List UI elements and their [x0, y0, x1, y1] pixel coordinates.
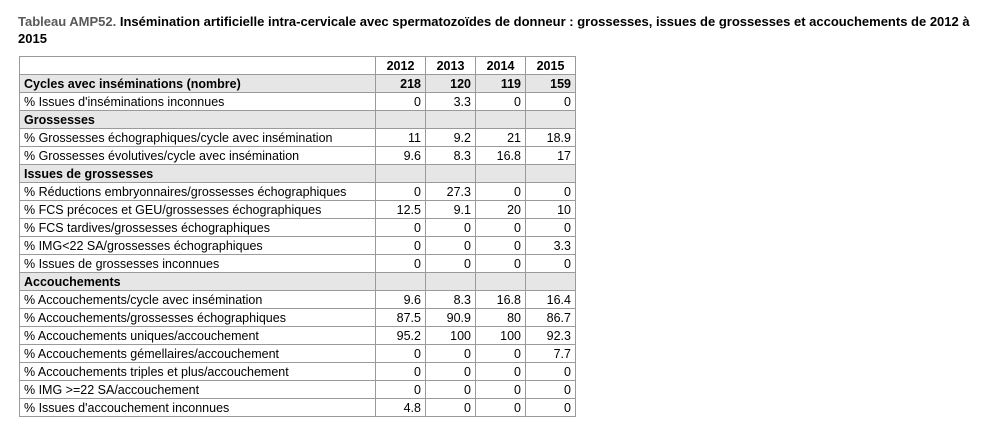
- value-cell: 0: [526, 363, 576, 381]
- value-cell: 0: [476, 345, 526, 363]
- table-row-main: [20, 75, 576, 93]
- row-label: % IMG<22 SA/grossesses échographiques: [20, 237, 376, 255]
- year-header: 2012: [376, 57, 426, 75]
- row-label: % Grossesses évolutives/cycle avec insémination: [20, 147, 376, 165]
- row-label: % Issues d'inséminations inconnues: [20, 93, 376, 111]
- row-label: % Accouchements gémellaires/accouchement: [20, 345, 376, 363]
- value-cell: 95.2: [376, 327, 426, 345]
- table-row: [20, 381, 576, 399]
- results-table: [19, 56, 576, 417]
- value-cell: 0: [476, 399, 526, 417]
- value-cell: 0: [476, 363, 526, 381]
- value-cell: 8.3: [426, 291, 476, 309]
- value-cell: 0: [476, 93, 526, 111]
- value-cell: 0: [426, 363, 476, 381]
- section-header-row: [20, 165, 576, 183]
- value-cell: 0: [376, 255, 426, 273]
- value-cell: 0: [376, 345, 426, 363]
- value-cell: 12.5: [376, 201, 426, 219]
- section-label: Issues de grossesses: [20, 165, 376, 183]
- value-cell: 218: [376, 75, 426, 93]
- row-label: % Issues d'accouchement inconnues: [20, 399, 376, 417]
- value-cell: [526, 273, 576, 291]
- value-cell: 16.8: [476, 291, 526, 309]
- value-cell: [426, 165, 476, 183]
- value-cell: [476, 111, 526, 129]
- value-cell: 9.6: [376, 291, 426, 309]
- value-cell: 0: [426, 255, 476, 273]
- row-label: % Accouchements/cycle avec insémination: [20, 291, 376, 309]
- value-cell: [426, 111, 476, 129]
- row-label: % Issues de grossesses inconnues: [20, 255, 376, 273]
- row-label: % Grossesses échographiques/cycle avec insémination: [20, 129, 376, 147]
- table-row: [20, 183, 576, 201]
- table-row: [20, 219, 576, 237]
- row-label: % Accouchements uniques/accouchement: [20, 327, 376, 345]
- row-label: % Accouchements/grossesses échographiques: [20, 309, 376, 327]
- value-cell: 119: [476, 75, 526, 93]
- value-cell: 17: [526, 147, 576, 165]
- row-label: % Accouchements triples et plus/accouchement: [20, 363, 376, 381]
- value-cell: 86.7: [526, 309, 576, 327]
- caption-text: Insémination artificielle intra-cervicale avec spermatozoïdes de donneur : grossesses, issues de grossesses et accouchements de 2012 à 2015: [18, 14, 970, 46]
- value-cell: 8.3: [426, 147, 476, 165]
- value-cell: 0: [376, 381, 426, 399]
- value-cell: 0: [476, 255, 526, 273]
- value-cell: 20: [476, 201, 526, 219]
- value-cell: 0: [426, 381, 476, 399]
- table-row: [20, 291, 576, 309]
- value-cell: 90.9: [426, 309, 476, 327]
- year-header: 2015: [526, 57, 576, 75]
- value-cell: 0: [426, 345, 476, 363]
- table-row: [20, 129, 576, 147]
- table-header-row: [20, 57, 576, 75]
- header-corner-cell: [20, 57, 376, 75]
- table-body: [20, 75, 576, 417]
- row-label: % FCS tardives/grossesses échographiques: [20, 219, 376, 237]
- table-row: [20, 255, 576, 273]
- value-cell: 100: [476, 327, 526, 345]
- value-cell: 16.4: [526, 291, 576, 309]
- value-cell: [476, 273, 526, 291]
- value-cell: 10: [526, 201, 576, 219]
- value-cell: 100: [426, 327, 476, 345]
- value-cell: 0: [376, 237, 426, 255]
- table-caption: [18, 13, 988, 47]
- value-cell: 0: [476, 237, 526, 255]
- section-header-row: [20, 111, 576, 129]
- row-label: % Réductions embryonnaires/grossesses échographiques: [20, 183, 376, 201]
- value-cell: [426, 273, 476, 291]
- caption-label: Tableau AMP52.: [18, 14, 117, 29]
- value-cell: 7.7: [526, 345, 576, 363]
- value-cell: 0: [376, 183, 426, 201]
- value-cell: 0: [526, 183, 576, 201]
- value-cell: 21: [476, 129, 526, 147]
- value-cell: [476, 165, 526, 183]
- section-label: Accouchements: [20, 273, 376, 291]
- value-cell: [376, 273, 426, 291]
- value-cell: [526, 111, 576, 129]
- value-cell: 120: [426, 75, 476, 93]
- value-cell: 9.2: [426, 129, 476, 147]
- value-cell: 0: [526, 381, 576, 399]
- table-row: [20, 147, 576, 165]
- value-cell: 159: [526, 75, 576, 93]
- value-cell: [376, 111, 426, 129]
- table-row: [20, 345, 576, 363]
- row-label: Cycles avec inséminations (nombre): [20, 75, 376, 93]
- value-cell: 9.6: [376, 147, 426, 165]
- value-cell: 4.8: [376, 399, 426, 417]
- value-cell: 0: [526, 219, 576, 237]
- table-row: [20, 309, 576, 327]
- table-row: [20, 93, 576, 111]
- year-header: 2013: [426, 57, 476, 75]
- value-cell: 0: [526, 93, 576, 111]
- value-cell: 0: [426, 219, 476, 237]
- value-cell: 92.3: [526, 327, 576, 345]
- table-row: [20, 201, 576, 219]
- value-cell: 18.9: [526, 129, 576, 147]
- table-row: [20, 327, 576, 345]
- table-row: [20, 399, 576, 417]
- year-header: 2014: [476, 57, 526, 75]
- value-cell: 0: [526, 255, 576, 273]
- value-cell: 80: [476, 309, 526, 327]
- table-row: [20, 363, 576, 381]
- value-cell: 16.8: [476, 147, 526, 165]
- value-cell: 0: [376, 219, 426, 237]
- value-cell: 11: [376, 129, 426, 147]
- value-cell: 0: [426, 399, 476, 417]
- section-label: Grossesses: [20, 111, 376, 129]
- value-cell: 0: [476, 183, 526, 201]
- value-cell: [376, 165, 426, 183]
- row-label: % FCS précoces et GEU/grossesses échographiques: [20, 201, 376, 219]
- value-cell: 0: [376, 93, 426, 111]
- value-cell: 0: [426, 237, 476, 255]
- section-header-row: [20, 273, 576, 291]
- value-cell: 0: [526, 399, 576, 417]
- value-cell: 87.5: [376, 309, 426, 327]
- value-cell: 27.3: [426, 183, 476, 201]
- value-cell: 9.1: [426, 201, 476, 219]
- value-cell: 0: [376, 363, 426, 381]
- value-cell: 3.3: [526, 237, 576, 255]
- value-cell: 0: [476, 219, 526, 237]
- table-row: [20, 237, 576, 255]
- value-cell: [526, 165, 576, 183]
- value-cell: 3.3: [426, 93, 476, 111]
- value-cell: 0: [476, 381, 526, 399]
- row-label: % IMG >=22 SA/accouchement: [20, 381, 376, 399]
